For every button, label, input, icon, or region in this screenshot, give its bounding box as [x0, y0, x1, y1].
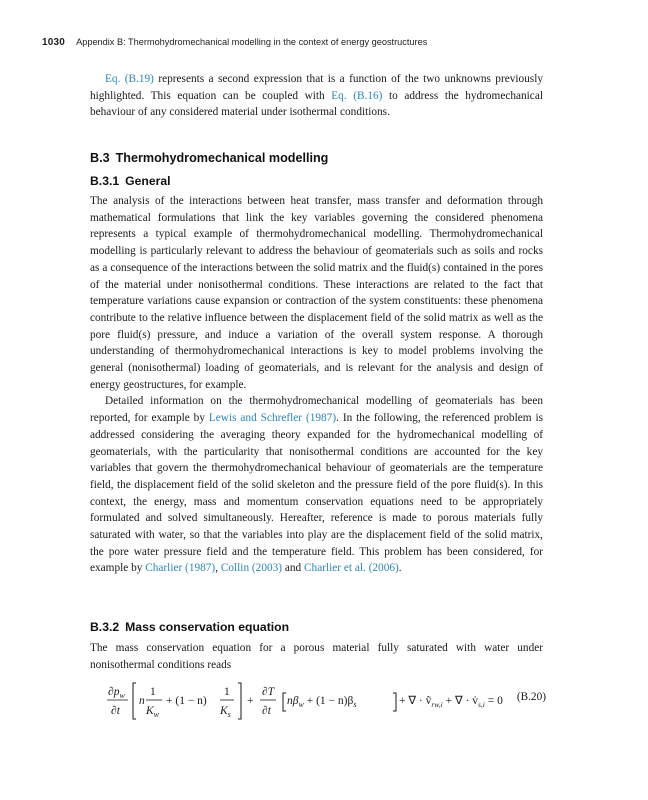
- eq-dt2: ∂t: [262, 705, 271, 717]
- eq-plus: +: [247, 695, 254, 707]
- general-body: [90, 193, 543, 577]
- section-number: B.3: [90, 151, 110, 165]
- eq-Ks: $K_s$: [220, 705, 231, 719]
- subsection-heading-mass: [90, 620, 550, 634]
- ref-collin-2003[interactable]: Collin (2003): [220, 562, 283, 575]
- eq-bracket: $n\beta_w + (1 - n)\beta_s$: [287, 695, 357, 709]
- ref-charlier-2006[interactable]: Charlier et al. (2006): [304, 562, 399, 575]
- general-paragraph-2: [90, 393, 543, 577]
- text-run: ,: [215, 562, 221, 575]
- equation-number: (B.20): [516, 691, 546, 703]
- ref-lewis-schrefler[interactable]: Lewis and Schrefler (1987): [208, 412, 337, 425]
- running-title: Appendix B: Thermohydromechanical modelling in the context of energy geostructures: [76, 37, 428, 47]
- subsection-heading-general: [90, 174, 550, 188]
- section-heading: [90, 151, 550, 165]
- eq-dpw: $\partial p_w$: [108, 686, 125, 700]
- eq-dT: ∂T: [262, 686, 275, 698]
- subsection-number: B.3.2: [90, 620, 120, 634]
- eq-one: 1: [150, 686, 156, 698]
- running-header: [42, 37, 602, 48]
- intro-text-1: represents a second expression that is a function of the two unknowns previously highlighted. This equation can be coupled with: [90, 73, 543, 102]
- text-run: . In the following, the referenced problem is addressed considering the averaging theory expanded for the hydromechanical modelling of geomaterials, with the particularity that nonisothermal conditions are accounted for the key variables that govern the thermohydromechanical behaviour of geomaterials are the temperature field, the displacement field of the solid skeleton and the pressure field of the pore fluid(s). In this context, the energy, mass and momentum conservation equations need to be appropriately formulated and solved simultaneously. Hereafter, reference is made to porous materials fully saturated with water, so that the variables into play are the displacement field of the solid matrix, the pore water pressure field and the temperature field. This problem has been considered, for example by: [90, 412, 543, 575]
- eq-one: 1: [224, 686, 230, 698]
- equation-graphic: [90, 681, 510, 723]
- eq-Kw: $K_w$: [146, 705, 160, 719]
- intro-paragraph: [90, 71, 543, 121]
- eq-divergence-terms: + ∇ · $ṽ_{rw,i}$ + ∇ · $v̇_{s,i} = 0$: [399, 695, 503, 709]
- general-paragraph-1: The analysis of the interactions between heat transfer, mass transfer and deformation through mathematical formulations that link the key variables governing the considered phenomena represents a typical example of thermohydromechanical modelling. Thermohydromechanical modelling is particularly relevant to address the behaviour of geomaterials such as soils and rocks as a consequence of the interactions between the solid matrix and the fluid(s) contained in the pores of the material under nonisothermal conditions. These interactions are related to the fact that temperature variations cause expansion or contraction of the system constituents: these phenomena contribute to the relative influence between the displacement field of the solid matrix as well as the pore fluid(s) pressure, and induce a variation of the overall system response. A thorough understanding of thermohydromechanical interactions is key to model problems involving the general (nonisothermal) loading of geomaterials, and is relevant for the analysis and design of energy geostructures, for example.: [90, 195, 543, 391]
- ref-charlier-1987[interactable]: Charlier (1987): [145, 562, 216, 575]
- eq-one-minus-n: + (1 − n): [166, 695, 207, 707]
- page-number: 1030: [42, 37, 66, 48]
- eq-b19-link[interactable]: Eq. (B.19): [105, 73, 154, 85]
- eq-b16-link[interactable]: Eq. (B.16): [331, 89, 383, 102]
- text-run: .: [398, 562, 402, 575]
- text-run: Detailed information on the thermohydromechanical modelling of geomaterials has been reported, for example by: [90, 395, 543, 425]
- section-title: Thermohydromechanical modelling: [115, 151, 329, 165]
- subsection-title: Mass conservation equation: [125, 620, 290, 634]
- mass-intro-paragraph: The mass conservation equation for a porous material fully saturated with water under nonisothermal conditions reads: [90, 642, 543, 671]
- subsection-title: General: [125, 174, 171, 188]
- eq-n: n: [139, 695, 145, 707]
- subsection-number: B.3.1: [90, 174, 120, 188]
- eq-dt: ∂t: [111, 705, 120, 717]
- mass-intro: [90, 640, 543, 673]
- intro-text-2: to address the hydromechanical behaviour of any considered material under isothermal conditions.: [90, 89, 543, 119]
- equation-b20: [90, 681, 546, 723]
- text-run: and: [282, 562, 305, 575]
